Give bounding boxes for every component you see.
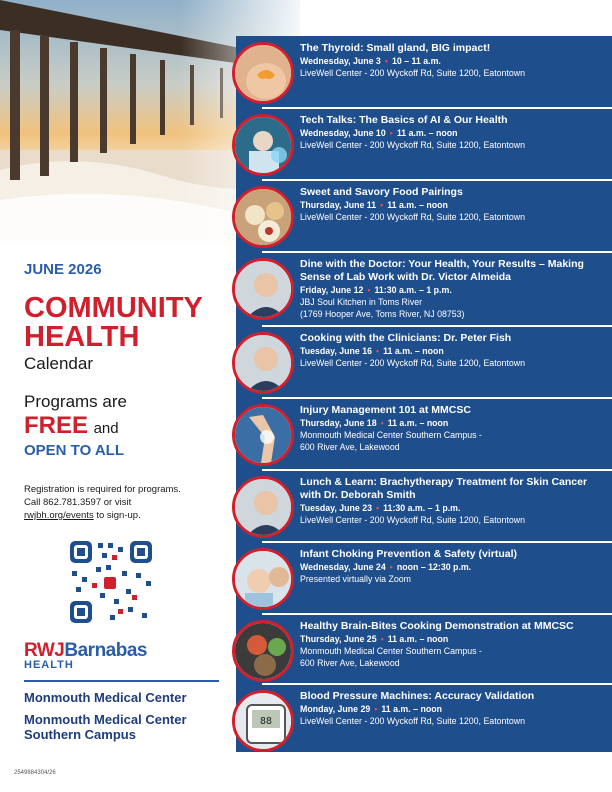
event-separator — [262, 397, 612, 399]
event-location: JBJ Soul Kitchen in Toms River — [300, 297, 423, 307]
event-time: 11:30 a.m. – 1 p.m. — [383, 503, 461, 513]
event-item — [232, 398, 612, 470]
event-location: LiveWell Center - 200 Wyckoff Rd, Suite 1200, Eatontown — [300, 212, 526, 222]
event-separator — [262, 541, 612, 543]
bullet-separator: • — [380, 418, 384, 428]
thyroid-hands-icon — [232, 42, 294, 104]
qr-code-icon[interactable] — [66, 537, 156, 627]
event-location: Presented virtually via Zoom — [300, 574, 411, 584]
event-day: Wednesday, June 24 — [300, 562, 386, 572]
event-day: Tuesday, June 16 — [300, 346, 373, 356]
event-item — [232, 542, 612, 614]
event-datetime — [300, 417, 606, 429]
event-item — [232, 252, 612, 324]
event-day: Tuesday, June 23 — [300, 503, 373, 513]
food-platter-icon — [232, 186, 294, 248]
event-text — [300, 404, 606, 453]
bullet-separator: • — [376, 503, 380, 513]
event-item — [232, 326, 612, 398]
event-day: Thursday, June 11 — [300, 200, 377, 210]
event-text — [300, 690, 606, 727]
event-text — [300, 186, 606, 223]
event-item — [232, 614, 612, 686]
event-item — [232, 470, 612, 542]
event-title: Blood Pressure Machines: Accuracy Validation — [300, 690, 535, 702]
event-location-line2: (1769 Hooper Ave, Toms River, NJ 08753) — [300, 309, 465, 319]
event-separator — [262, 179, 612, 181]
event-time: 11 a.m. – noon — [381, 704, 442, 714]
event-separator — [262, 251, 612, 253]
rwjbarnabas-logo: RWJBarnabas HEALTH — [24, 640, 147, 671]
event-datetime — [300, 633, 606, 645]
blood-pressure-monitor-icon — [232, 690, 294, 752]
event-datetime — [300, 55, 606, 67]
bullet-separator: • — [389, 562, 393, 572]
event-item — [232, 684, 612, 756]
event-title: Tech Talks: The Basics of AI & Our Health — [300, 114, 508, 126]
hospital-name-2: Monmouth Medical Center Southern Campus — [24, 712, 187, 742]
event-datetime — [300, 561, 606, 573]
events-link[interactable]: rwjbh.org/events — [24, 510, 94, 521]
ai-doctor-icon — [232, 114, 294, 176]
title-calendar: Calendar — [24, 354, 93, 373]
event-day: Wednesday, June 3 — [300, 56, 381, 66]
event-title: Infant Choking Prevention & Safety (virtual) — [300, 548, 518, 560]
free-and: and — [93, 420, 119, 437]
event-day: Thursday, June 25 — [300, 634, 377, 644]
bullet-separator: • — [384, 56, 388, 66]
doctor-portrait-icon — [232, 332, 294, 394]
event-datetime — [300, 199, 606, 211]
event-location: LiveWell Center - 200 Wyckoff Rd, Suite 1200, Eatontown — [300, 140, 526, 150]
knee-injury-icon — [232, 404, 294, 466]
event-item — [232, 108, 612, 180]
month-label: JUNE 2026 — [24, 261, 102, 278]
event-time: 11 a.m. – noon — [387, 200, 448, 210]
free-word: FREE — [24, 412, 89, 439]
calendar-header — [24, 255, 224, 522]
hospital-name-1: Monmouth Medical Center — [24, 690, 187, 705]
event-title: Cooking with the Clinicians: Dr. Peter Fish — [300, 332, 512, 344]
event-separator — [262, 107, 612, 109]
bullet-separator: • — [374, 704, 378, 714]
event-datetime — [300, 284, 606, 296]
event-location-line2: 600 River Ave, Lakewood — [300, 442, 400, 452]
event-separator — [262, 469, 612, 471]
event-location: LiveWell Center - 200 Wyckoff Rd, Suite 1200, Eatontown — [300, 68, 526, 78]
event-text — [300, 42, 606, 79]
event-time: 11 a.m. – noon — [387, 634, 449, 644]
event-separator — [262, 325, 612, 327]
event-location: Monmouth Medical Center Southern Campus - — [300, 430, 482, 440]
event-text — [300, 548, 606, 585]
event-day: Thursday, June 18 — [300, 418, 377, 428]
bullet-separator: • — [367, 285, 371, 295]
event-location-line2: 600 River Ave, Lakewood — [300, 658, 400, 668]
event-time: 11 a.m. – noon — [383, 346, 444, 356]
doctor-portrait-icon — [232, 258, 294, 320]
event-text — [300, 476, 606, 526]
event-text — [300, 620, 606, 669]
bullet-separator: • — [389, 128, 393, 138]
event-separator — [262, 613, 612, 615]
event-day: Monday, June 29 — [300, 704, 371, 714]
brain-food-icon — [232, 620, 294, 682]
event-day: Friday, June 12 — [300, 285, 364, 295]
event-separator — [262, 683, 612, 685]
event-item — [232, 180, 612, 252]
event-location: LiveWell Center - 200 Wyckoff Rd, Suite 1200, Eatontown — [300, 716, 526, 726]
event-datetime — [300, 127, 606, 139]
title-health: HEALTH — [24, 321, 140, 353]
event-datetime — [300, 703, 606, 715]
event-datetime — [300, 345, 606, 357]
event-location: LiveWell Center - 200 Wyckoff Rd, Suite 1200, Eatontown — [300, 515, 526, 525]
event-text — [300, 258, 606, 320]
bullet-separator: • — [380, 200, 384, 210]
free-line2 — [24, 412, 224, 440]
open-to-all: OPEN TO ALL — [24, 442, 125, 459]
event-title: Sweet and Savory Food Pairings — [300, 186, 463, 198]
svg-text:88: 88 — [259, 716, 273, 727]
infant-icon — [232, 548, 294, 610]
event-day: Wednesday, June 10 — [300, 128, 386, 138]
event-text — [300, 332, 606, 369]
title-community: COMMUNITY — [24, 292, 203, 324]
event-title: Healthy Brain-Bites Cooking Demonstration at MMCSC — [300, 620, 574, 632]
print-code: 2549884304/26 — [14, 770, 56, 776]
doctor-portrait-icon — [232, 476, 294, 538]
event-time: 11 a.m. – noon — [396, 128, 458, 138]
event-title: Injury Management 101 at MMCSC — [300, 404, 471, 416]
registration-text: Registration is required for programs. Call 862.781.3597 or visit rwjbh.org/events to sign-up. — [24, 484, 181, 521]
event-time: 10 – 11 a.m. — [391, 56, 441, 66]
bullet-separator: • — [376, 346, 380, 356]
event-time: noon – 12:30 p.m. — [396, 562, 472, 572]
event-title: The Thyroid: Small gland, BIG impact! — [300, 42, 491, 54]
free-line1: Programs are — [24, 392, 127, 411]
brand-divider — [24, 680, 219, 682]
event-datetime — [300, 502, 606, 514]
event-text — [300, 114, 606, 151]
event-item — [232, 36, 612, 108]
event-time: 11 a.m. – noon — [387, 418, 449, 428]
event-title: Lunch & Learn: Brachytherapy Treatment for Skin Cancer with Dr. Deborah Smith — [300, 476, 588, 501]
event-location: LiveWell Center - 200 Wyckoff Rd, Suite 1200, Eatontown — [300, 358, 526, 368]
event-location: Monmouth Medical Center Southern Campus - — [300, 646, 482, 656]
event-time: 11:30 a.m. – 1 p.m. — [374, 285, 452, 295]
event-title: Dine with the Doctor: Your Health, Your Results – Making Sense of Lab Work with Dr. Victor Almeida — [300, 258, 584, 283]
bullet-separator: • — [380, 634, 384, 644]
